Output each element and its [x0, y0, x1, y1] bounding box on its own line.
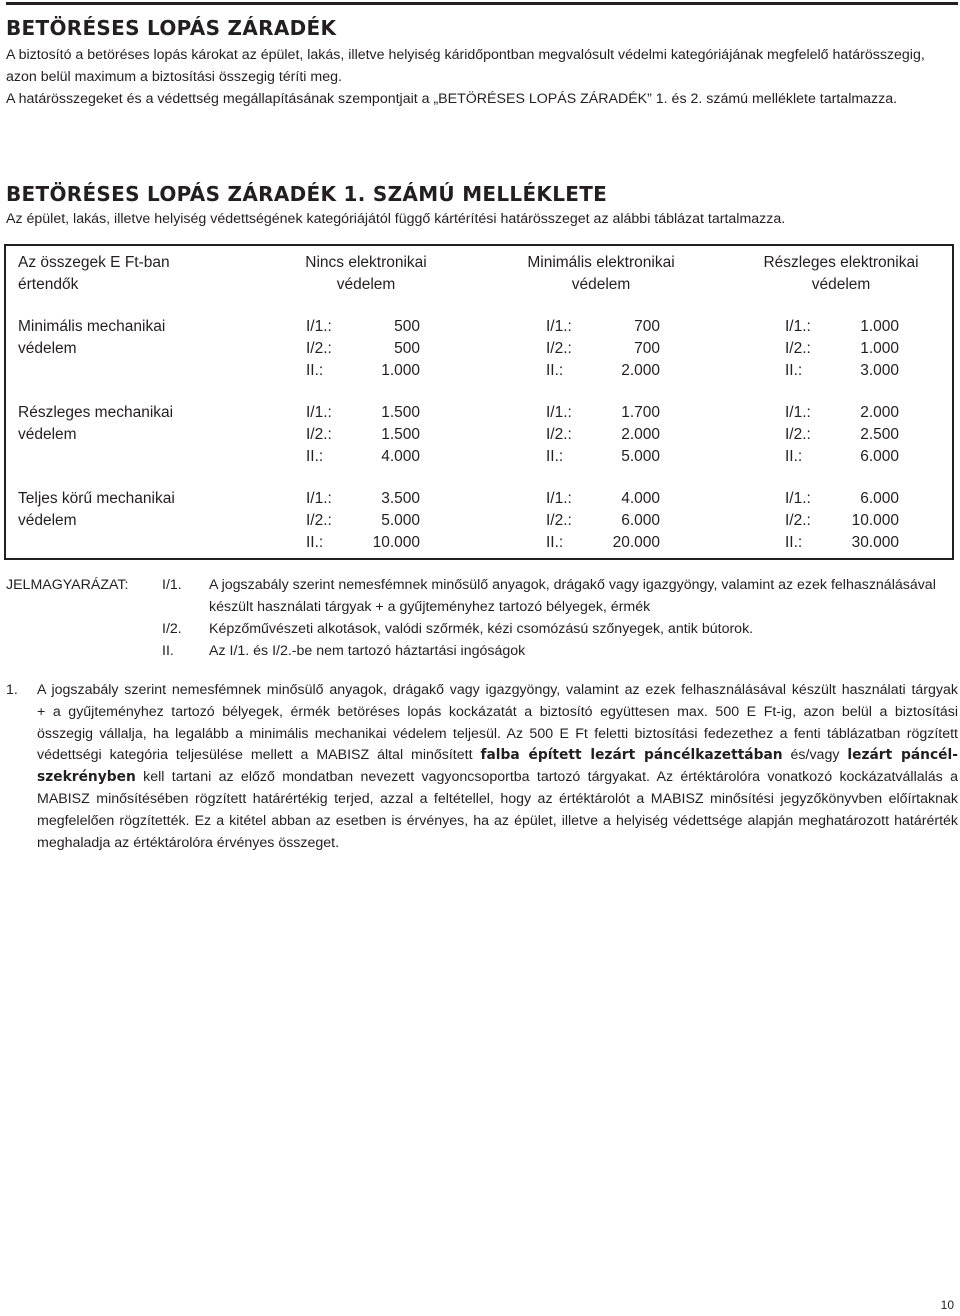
- column-header-partial-electronic: Részleges elektronikai védelem: [763, 254, 919, 293]
- footnote-line: A jogszabály szerint nemesfémnek minősülő anyagok, drágakő vagy igazgyöngy, valamint az ezek felhasználásával készült használati tárgyak: [37, 682, 958, 698]
- limits-table: [4, 244, 954, 560]
- section-intro-line: Az épület, lakás, illetve helyiség védettségének kategóriájától függő kártérítési határösszeget az alábbi táblázat tartalmazza.: [6, 211, 786, 227]
- footnote-number: 1.: [6, 682, 18, 698]
- footnote-body: [37, 680, 958, 854]
- row-label-full-mechanical: Teljes körű mechanikai védelem: [18, 490, 175, 529]
- footnote-line: szekrényben kell tartani az előző mondatban nevezett vagyoncsoportba tartozó tárgyakat. Az értéktárolóra vonatkozó kockázatvállalás a: [37, 769, 958, 786]
- table-cell: I/1.: 6.000 I/2.: 10.000 II.: 30.000: [785, 490, 899, 551]
- intro-paragraph: [6, 44, 956, 110]
- legend-description: A jogszabály szerint nemesfémnek minősülő anyagok, drágakő vagy igazgyöngy, valamint az ezek felhasználásával készült használati tárgyak + a gyűjteményhez tartozó bélyegek, érmék: [209, 577, 936, 615]
- legend-code: II.: [162, 643, 174, 659]
- footnote-line: + a gyűjteményhez tartozó bélyegek, érmék betöréses lopás kockázatát a biztosító együttesen max. 500 E Ft-ig, azon belül a biztosítási: [37, 703, 958, 720]
- page-title: BETÖRÉSES LOPÁS ZÁRADÉK: [6, 16, 337, 40]
- intro-line: A biztosító a betöréses lopás károkat az épület, lakás, illetve helyiség káridőpontban megvalósult védelmi kategóriájának megfelelő határösszegig,: [6, 47, 925, 63]
- footnote-line: meghaladja az értéktárolóra érvényes összeget.: [37, 834, 340, 851]
- emphasis-text: szekrényben: [37, 769, 136, 786]
- intro-line: A határösszegeket és a védettség megállapításának szempontjait a „BETÖRÉSES LOPÁS ZÁRADÉK” 1. és 2. számú melléklete tartalmazza.: [6, 91, 898, 107]
- table-cell: I/1.: 2.000 I/2.: 2.500 II.: 6.000: [785, 404, 899, 465]
- emphasis-text: lezárt páncél-: [847, 747, 958, 764]
- table-cell: I/1.: 500 I/2.: 500 II.: 1.000: [306, 318, 420, 379]
- footnote-line: összegig vállalja, ha legalább a minimális mechanikai védelem teljesül. Az 500 E Ft feletti biztosítási fedezethez a fenti táblázatban rögzített: [37, 725, 958, 742]
- footnote-line: védettségi kategória teljesülése mellett a MABISZ által minősített falba épített lezárt páncélkazettában és/vagy lezárt páncél-: [37, 747, 958, 764]
- column-header-min-electronic: Minimális elektronikai védelem: [527, 254, 675, 293]
- emphasis-text: falba épített lezárt páncélkazettában: [480, 747, 783, 764]
- table-corner-label: Az összegek E Ft-ban értendők: [18, 254, 170, 293]
- legend-code: I/1.: [162, 577, 182, 593]
- legend-description: Képzőművészeti alkotások, valódi szőrmék, kézi csomózású szőnyegek, antik bútorok.: [209, 621, 754, 637]
- table-cell: I/1.: 1.500 I/2.: 1.500 II.: 4.000: [306, 404, 420, 465]
- top-rule: [6, 2, 958, 5]
- legend-code: I/2.: [162, 621, 182, 637]
- legend-title: JELMAGYARÁZAT:: [6, 577, 129, 593]
- footnote-line: megfelelően rögzítették. Ez a kitétel abban az esetben is érvényes, ha az épület, illetve a helyiség védettsége alapján meghatározott határérték: [37, 812, 958, 829]
- row-label-min-mechanical: Minimális mechanikai védelem: [18, 318, 166, 357]
- table-cell: I/1.: 3.500 I/2.: 5.000 II.: 10.000: [306, 490, 420, 551]
- table-cell: I/1.: 1.000 I/2.: 1.000 II.: 3.000: [785, 318, 899, 379]
- table-cell: I/1.: 4.000 I/2.: 6.000 II.: 20.000: [546, 490, 660, 551]
- intro-line: azon belül maximum a biztosítási összegig téríti meg.: [6, 69, 342, 85]
- section-title: BETÖRÉSES LOPÁS ZÁRADÉK 1. SZÁMÚ MELLÉKLETE: [6, 182, 608, 206]
- page-number: 10: [940, 1298, 954, 1312]
- footnote-line: MABISZ minősítésében rögzített határértékig terjed, azzal a feltétellel, hogy az értéktárolót a MABISZ minősítési jegyzőkönyvben előírtaknak: [37, 790, 958, 807]
- section-intro: [6, 208, 956, 230]
- row-label-partial-mechanical: Részleges mechanikai védelem: [18, 404, 174, 443]
- legend-description: Az I/1. és I/2.-be nem tartozó háztartási ingóságok: [209, 643, 526, 659]
- column-header-no-electronic: Nincs elektronikai védelem: [305, 254, 427, 293]
- table-cell: I/1.: 700 I/2.: 700 II.: 2.000: [546, 318, 660, 379]
- table-cell: I/1.: 1.700 I/2.: 2.000 II.: 5.000: [546, 404, 660, 465]
